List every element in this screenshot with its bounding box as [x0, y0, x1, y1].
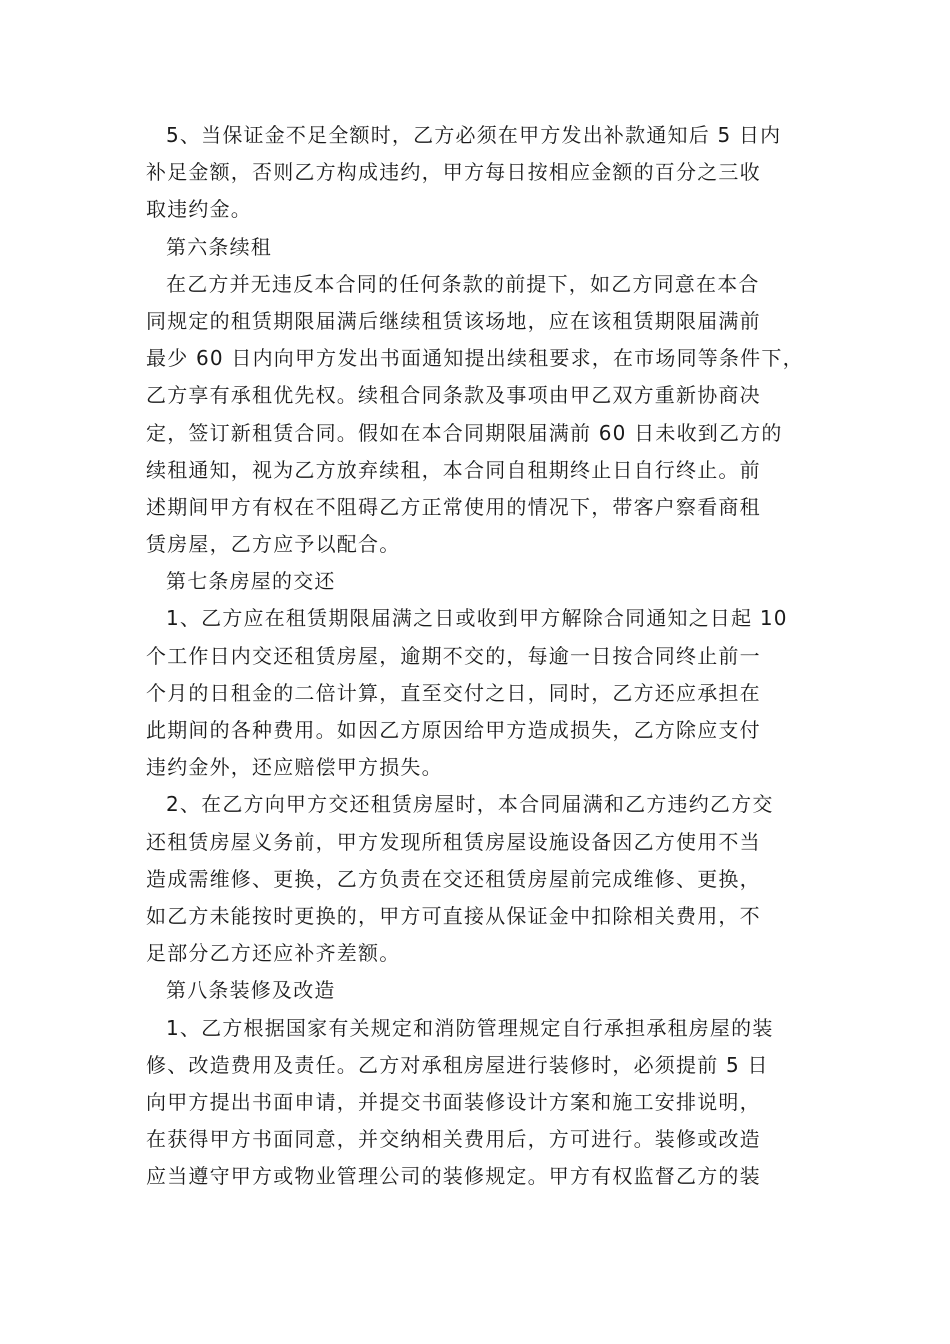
- paragraph-line: 在获得甲方书面同意，并交纳相关费用后，方可进行。装修或改造: [146, 1127, 761, 1152]
- paragraph-line: 最少 60 日内向甲方发出书面通知提出续租要求，在市场同等条件下，: [146, 346, 804, 371]
- paragraph-line: 此期间的各种费用。如因乙方原因给甲方造成损失，乙方除应支付: [146, 718, 761, 742]
- paragraph-line: 5、当保证金不足全额时，乙方必须在甲方发出补款通知后 5 日内: [166, 123, 782, 147]
- paragraph-line: 取违约金。: [146, 197, 252, 222]
- paragraph-line: 乙方享有承租优先权。续租合同条款及事项由甲乙双方重新协商决: [146, 383, 761, 408]
- paragraph-line: 1、乙方应在租赁期限届满之日或收到甲方解除合同通知之日起 10: [166, 606, 788, 631]
- paragraph-line: 造成需维修、更换，乙方负责在交还租赁房屋前完成维修、更换，: [146, 866, 761, 891]
- paragraph-line: 在乙方并无违反本合同的任何条款的前提下，如乙方同意在本合: [166, 271, 760, 296]
- paragraph-line: 述期间甲方有权在不阻碍乙方正常使用的情况下，带客户察看商租: [146, 494, 761, 519]
- paragraph-line: 定，签订新租赁合同。假如在本合同期限届满前 60 日未收到乙方的: [146, 420, 783, 445]
- paragraph-line: 赁房屋，乙方应予以配合。: [146, 532, 401, 557]
- paragraph-line: 违约金外，还应赔偿甲方损失。: [146, 755, 443, 780]
- paragraph-line: 2、在乙方向甲方交还租赁房屋时，本合同届满和乙方违约乙方交: [166, 792, 774, 817]
- paragraph-line: 同规定的租赁期限届满后继续租赁该场地，应在该租赁期限届满前: [146, 308, 761, 333]
- section-heading: 第六条续租: [166, 234, 272, 259]
- paragraph-line: 续租通知，视为乙方放弃续租，本合同自租期终止日自行终止。前: [146, 457, 761, 482]
- paragraph-line: 向甲方提出书面申请，并提交书面装修设计方案和施工安排说明，: [146, 1089, 761, 1114]
- paragraph-line: 个工作日内交还租赁房屋，逾期不交的，每逾一日按合同终止前一: [146, 643, 761, 668]
- document-body: [146, 117, 810, 1195]
- paragraph-line: 如乙方未能按时更换的，甲方可直接从保证金中扣除相关费用，不: [146, 903, 761, 928]
- paragraph-line: 应当遵守甲方或物业管理公司的装修规定。甲方有权监督乙方的装: [146, 1164, 761, 1189]
- paragraph-line: 还租赁房屋义务前，甲方发现所租赁房屋设施设备因乙方使用不当: [146, 829, 761, 854]
- paragraph-line: 个月的日租金的二倍计算，直至交付之日，同时，乙方还应承担在: [146, 680, 761, 705]
- section-heading: 第七条房屋的交还: [166, 569, 336, 594]
- paragraph-line: 修、改造费用及责任。乙方对承租房屋进行装修时，必须提前 5 日: [146, 1052, 769, 1077]
- section-heading: 第八条装修及改造: [166, 978, 336, 1003]
- paragraph-line: 1、乙方根据国家有关规定和消防管理规定自行承担承租房屋的装: [166, 1015, 774, 1040]
- paragraph-line: 补足金额，否则乙方构成违约，甲方每日按相应金额的百分之三收: [146, 160, 761, 185]
- paragraph-line: 足部分乙方还应补齐差额。: [146, 941, 401, 966]
